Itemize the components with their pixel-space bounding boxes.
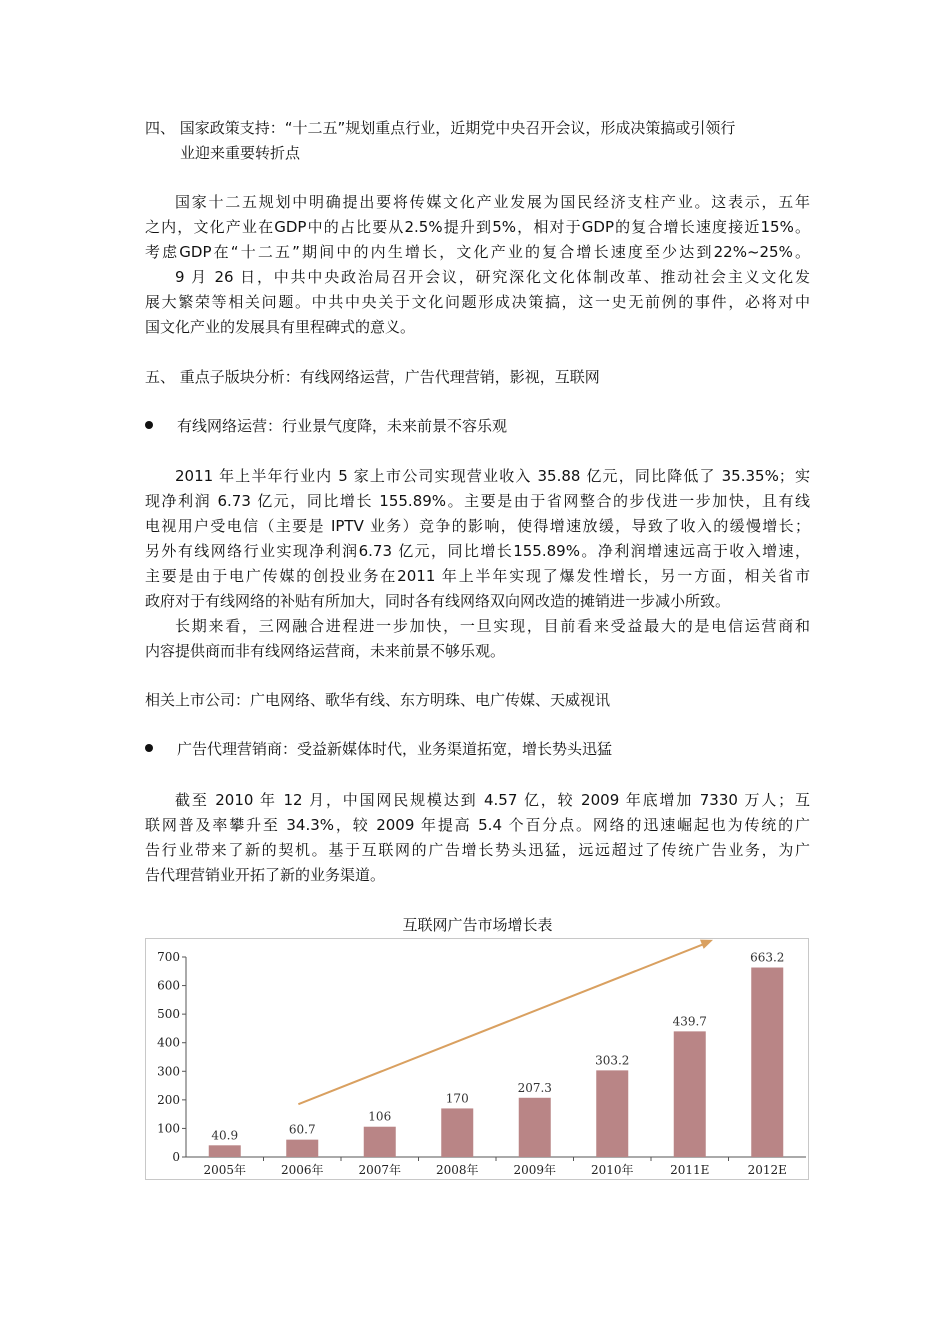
paragraph-line: 截至 2010 年 12 月，中国网民规模达到 4.57 亿，较 2009 年底增加 7330 万人；互 [175, 791, 810, 809]
paragraph-line: 电视用户受电信（主要是 IPTV 业务）竞争的影响，使得增速放缓，导致了收入的缓慢增长； [145, 517, 810, 535]
bar [286, 1140, 318, 1157]
bullet-dot-icon [145, 744, 153, 752]
section4-heading-line1: 四、 国家政策支持：“十二五”规划重点行业，近期党中央召开会议，形成决策搞或引领行 [145, 119, 736, 137]
paragraph-line: 国文化产业的发展具有里程碑式的意义。 [145, 318, 416, 336]
y-tick-label: 700 [157, 950, 180, 964]
x-tick-label: 2005年 [203, 1163, 247, 1177]
bar [751, 968, 783, 1157]
bullet-title: 有线网络运营：行业景气度降，未来前景不容乐观 [177, 417, 508, 435]
trend-arrow-head [700, 940, 713, 949]
y-tick-label: 300 [157, 1064, 180, 1079]
y-tick-label: 400 [157, 1035, 180, 1050]
data-label: 207.3 [517, 1080, 552, 1095]
x-tick-label: 2007年 [358, 1163, 402, 1177]
section4-heading-line2: 业迎来重要转折点 [180, 144, 301, 162]
y-tick-label: 600 [157, 978, 180, 993]
data-label: 60.7 [288, 1122, 316, 1137]
paragraph-line: 展大繁荣等相关问题。中共中央关于文化问题形成决策搞，这一史无前例的事件，必将对中 [145, 293, 810, 311]
paragraph-line: 主要是由于电广传媒的创投业务在2011 年上半年实现了爆发性增长，另一方面，相关省市 [145, 567, 810, 585]
x-tick-label: 2010年 [590, 1163, 634, 1177]
bar [364, 1127, 396, 1157]
paragraph-line: 告行业带来了新的契机。基于互联网的广告增长势头迅猛，远远超过了传统广告业务，为广 [145, 841, 810, 859]
bullet-item-advertising [145, 737, 612, 762]
y-tick-label: 500 [157, 1007, 180, 1022]
y-tick-label: 100 [157, 1121, 180, 1136]
paragraph-line: 政府对于有线网络的补贴有所加大，同时各有线网络双向网改造的摊销进一步减小所致。 [145, 592, 731, 610]
bar-chart [145, 938, 809, 1180]
data-label: 663.2 [750, 950, 785, 965]
data-label: 439.7 [672, 1014, 707, 1029]
bar [674, 1031, 706, 1157]
paragraph-line: 长期来看，三网融合进程进一步加快，一旦实现，目前看来受益最大的是电信运营商和 [175, 617, 810, 635]
section5-heading: 五、 重点子版块分析：有线网络运营，广告代理营销，影视，互联网 [145, 368, 600, 386]
bullet-item-cable [145, 414, 507, 439]
chart-title: 互联网广告市场增长表 [402, 916, 553, 934]
paragraph-line: 考虑GDP在“十二五”期间中的内生增长，文化产业的复合增长速度至少达到22%~25%。 [145, 243, 810, 261]
data-label: 170 [445, 1091, 469, 1106]
y-tick-label: 200 [157, 1092, 180, 1107]
paragraph-line: 另外有线网络行业实现净利润6.73 亿元，同比增长155.89%。净利润增速远高于收入增速， [145, 542, 810, 560]
paragraph-line: 9 月 26 日，中共中央政治局召开会议，研究深化文化体制改革、推动社会主义文化发 [175, 268, 810, 286]
trend-arrow-line [298, 943, 707, 1104]
related-companies: 相关上市公司：广电网络、歌华有线、东方明珠、电广传媒、天威视讯 [145, 691, 611, 709]
paragraph-line: 2011 年上半年行业内 5 家上市公司实现营业收入 35.88 亿元，同比降低了 35.35%；实 [175, 467, 810, 485]
chart-canvas [146, 939, 808, 1179]
bar [519, 1098, 551, 1157]
x-tick-label: 2011E [670, 1163, 710, 1177]
bar [209, 1145, 241, 1157]
x-tick-label: 2008年 [435, 1163, 479, 1177]
paragraph-line: 告代理营销业开拓了新的业务渠道。 [145, 866, 386, 884]
x-tick-label: 2009年 [513, 1163, 557, 1177]
data-label: 303.2 [595, 1053, 630, 1068]
y-tick-label: 0 [172, 1150, 180, 1164]
data-label: 106 [368, 1109, 392, 1124]
x-tick-label: 2012E [747, 1163, 787, 1177]
paragraph-line: 现净利润 6.73 亿元，同比增长 155.89%。主要是由于省网整合的步伐进一步加快，且有线 [145, 492, 810, 510]
bullet-title: 广告代理营销商：受益新媒体时代，业务渠道拓宽，增长势头迅猛 [177, 740, 613, 758]
bar [441, 1108, 473, 1157]
paragraph-line: 内容提供商而非有线网络运营商，未来前景不够乐观。 [145, 642, 506, 660]
x-tick-label: 2006年 [280, 1163, 324, 1177]
bullet-dot-icon [145, 421, 153, 429]
paragraph-line: 国家十二五规划中明确提出要将传媒文化产业发展为国民经济支柱产业。这表示，五年 [175, 193, 810, 211]
paragraph-line: 联网普及率攀升至 34.3%，较 2009 年提高 5.4 个百分点。网络的迅速崛起也为传统的广 [145, 816, 810, 834]
paragraph-line: 之内，文化产业在GDP中的占比要从2.5%提升到5%，相对于GDP的复合增长速度接近15%。 [145, 218, 810, 236]
bar [596, 1070, 628, 1157]
data-label: 40.9 [211, 1128, 239, 1143]
